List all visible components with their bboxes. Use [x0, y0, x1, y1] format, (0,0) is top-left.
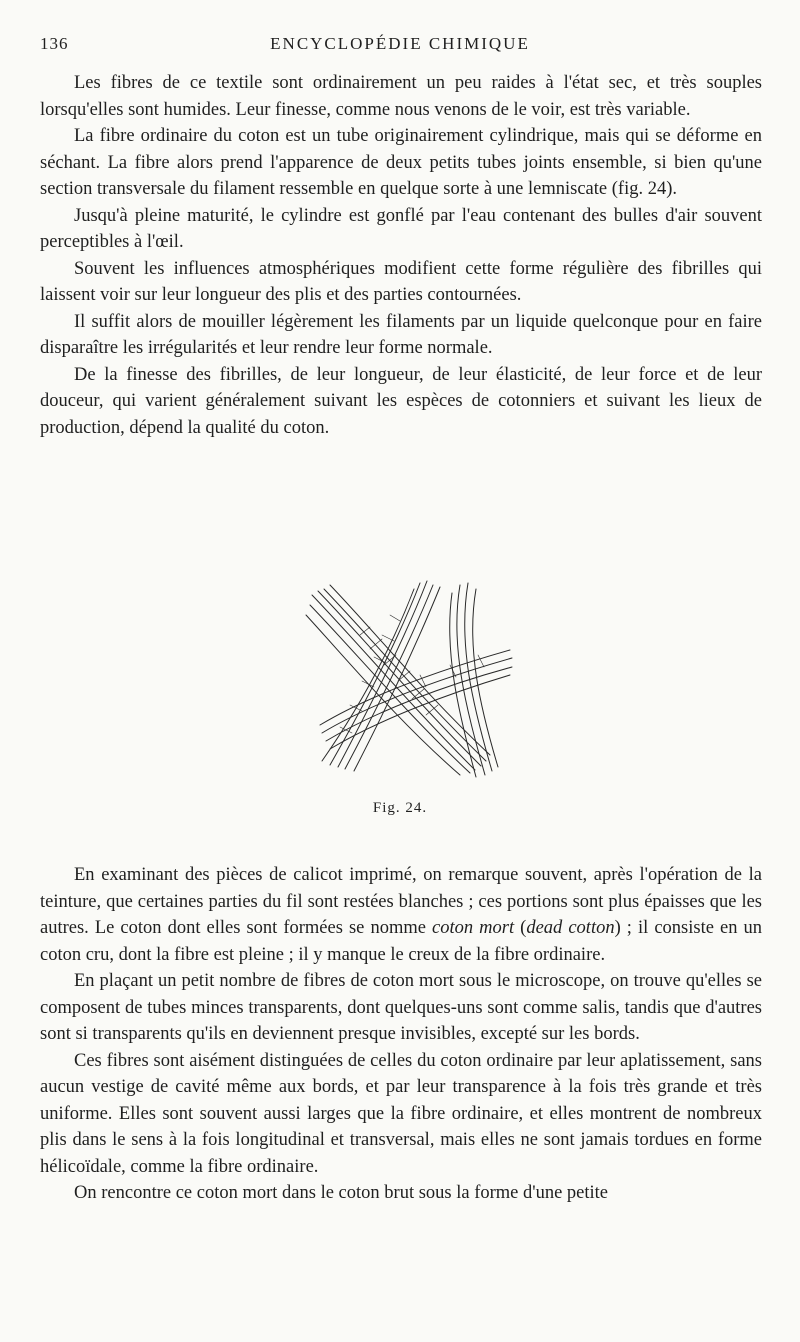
paragraph	[40, 862, 762, 968]
page-header	[40, 34, 760, 64]
text-segment: (	[514, 918, 527, 938]
paragraph: De la finesse des fibrilles, de leur longueur, de leur élasticité, de leur force et de leur douceur, qui varient généralement suivant les espèces de cotonniers et suivant les lieux de production, dépend la qualité du coton.	[40, 364, 762, 438]
italic-term: coton mort	[432, 918, 515, 938]
paragraph: Il suffit alors de mouiller légèrement les filaments par un liquide quelconque pour en faire disparaître les irrégularités et leur rendre leur forme normale.	[40, 311, 762, 358]
fiber-bundle-2	[322, 581, 440, 771]
cotton-fibers-illustration	[300, 575, 515, 785]
paragraph: La fibre ordinaire du coton est un tube originairement cylindrique, mais qui se déforme en séchant. La fibre alors prend l'apparence de deux petits tubes joints ensemble, si bien qu'une section transversale du filament ressemble en quelque sorte à une lemniscate (fig. 24).	[40, 126, 762, 199]
paragraph: Ces fibres sont aisément distinguées de celles du coton ordinaire par leur aplatissement, sans aucun vestige de cavité même aux bords, et par leur transparence à la fois très grande et très uniforme. Elles sont souvent aussi larges que la fibre ordinaire, et elles montrent de nombreux plis dans le sens à la fois longitudinal et transversal, mais elles ne sont jamais tordues en forme hélicoïdale, comme la fibre ordinaire.	[40, 1050, 762, 1177]
upper-text	[40, 70, 762, 441]
page-number: 136	[40, 34, 69, 53]
fiber-bundle-4	[450, 583, 498, 777]
paragraph: On rencontre ce coton mort dans le coton brut sous la forme d'une petite	[74, 1183, 609, 1203]
figure-caption: Fig. 24.	[372, 800, 428, 816]
paragraph: Jusqu'à pleine maturité, le cylindre est gonflé par l'eau contenant des bulles d'air souvent perceptibles à l'œil.	[40, 205, 762, 252]
paragraph: Souvent les influences atmosphériques modifient cette forme régulière des fibrilles qui laissent voir sur leur longueur des plis et des parties contournées.	[40, 258, 762, 305]
paragraph: Les fibres de ce textile sont ordinairement un peu raides à l'état sec, et très souples lorsqu'elles sont humides. Leur finesse, comme nous venons de le voir, est très variable.	[40, 73, 762, 120]
running-title: ENCYCLOPÉDIE CHIMIQUE	[270, 34, 530, 53]
text-segment: ) ; il consiste en un coton cru, dont la fibre est pleine ; il y manque le creux de la fibre ordinaire.	[40, 918, 762, 965]
italic-term: dead cotton	[526, 918, 615, 938]
paragraph: En plaçant un petit nombre de fibres de coton mort sous le microscope, on trouve qu'elles se composent de tubes minces transparents, dont quelques-uns sont comme salis, tandis que d'autres sont si transparents qu'ils en deviennent presque invisibles, excepté sur les bords.	[40, 971, 762, 1044]
lower-text	[40, 862, 762, 1207]
text-segment: En examinant des pièces de calicot imprimé, on remarque souvent, après l'opération de la teinture, que certaines parties du fil sont restées blanches ; ces portions sont plus épaisses que les autres. Le coton dont elles sont formées se nomme	[40, 865, 762, 938]
